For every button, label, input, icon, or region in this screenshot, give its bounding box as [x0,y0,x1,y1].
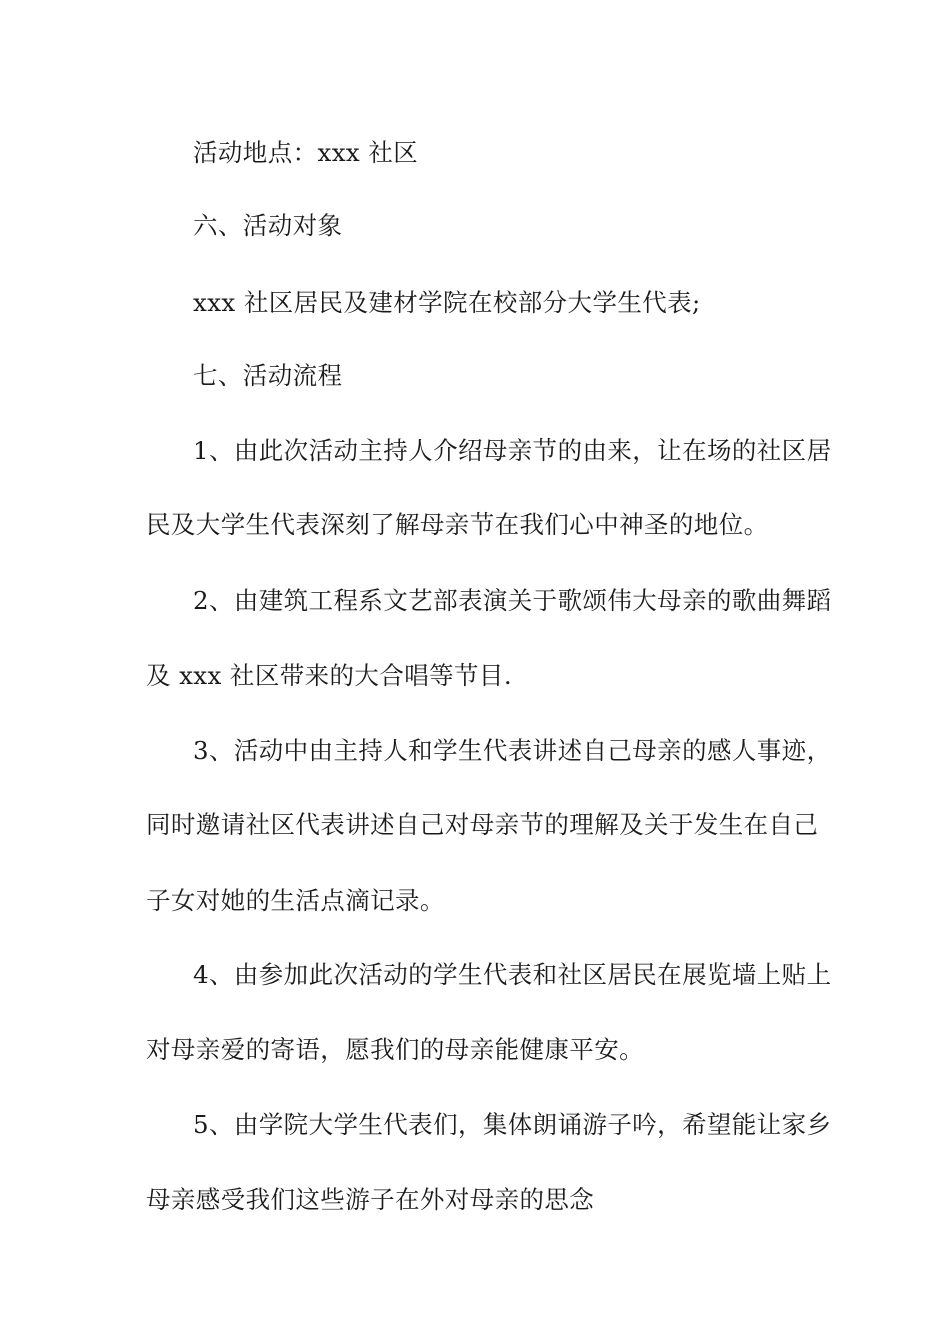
step-2-line-1: 2、由建筑工程系文艺部表演关于歌颂伟大母亲的歌曲舞蹈 [193,586,832,615]
step-4-line-2: 对母亲爱的寄语，愿我们的母亲能健康平安。 [146,1035,644,1064]
step-4-line-1: 4、由参加此次活动的学生代表和社区居民在展览墙上贴上 [193,960,832,989]
step-5-line-2: 母亲感受我们这些游子在外对母亲的思念 [146,1185,595,1214]
section-heading-seven: 七、活动流程 [193,361,343,390]
step-2-line-2: 及 xxx 社区带来的大合唱等节目. [146,661,513,690]
step-1-line-2: 民及大学生代表深刻了解母亲节在我们心中神圣的地位。 [146,510,769,539]
step-5-line-1: 5、由学院大学生代表们，集体朗诵游子吟，希望能让家乡 [193,1110,832,1139]
step-3-line-2: 同时邀请社区代表讲述自己对母亲节的理解及关于发生在自己 [146,810,819,839]
step-3-line-1: 3、活动中由主持人和学生代表讲述自己母亲的感人事迹， [193,736,832,765]
section-heading-six: 六、活动对象 [193,211,343,240]
step-1-line-1: 1、由此次活动主持人介绍母亲节的由来，让在场的社区居 [193,436,832,465]
activity-target-line: xxx 社区居民及建材学院在校部分大学生代表; [193,288,701,317]
activity-location-line: 活动地点：xxx 社区 [193,138,419,167]
step-3-line-3: 子女对她的生活点滴记录。 [146,886,445,915]
